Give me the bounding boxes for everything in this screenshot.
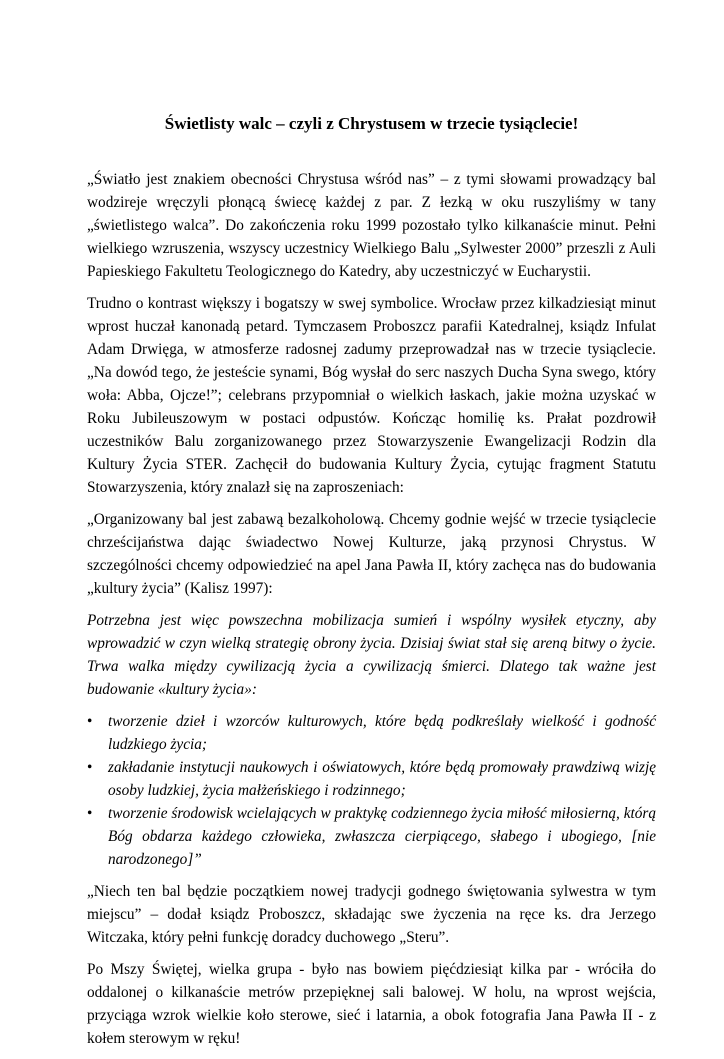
document-title: Świetlisty walc – czyli z Chrystusem w trzecie tysiąclecie! [164,114,579,133]
list-item-text: zakładanie instytucji naukowych i oświatowych, które będą promowały prawdziwą wizję osoby ludzkiej, życia małżeńskiego i rodzinnego; [108,759,656,799]
list-item [87,756,656,802]
document-body [87,168,656,1059]
paragraph-intro: „Światło jest znakiem obecności Chrystusa wśród nas” – z tymi słowami prowadzący bal wodzireje wręczyli płonącą świecę każdej z par. Z łezką w oku ruszyliśmy w tany „świetlistego walca”. Do zakończenia roku 1999 pozostało tylko kilkanaście minut. Pełni wielkiego wzruszenia, wszyscy uczestnicy Wielkiego Balu „Sylwester 2000” przeszli z Auli Papieskiego Fakultetu Teologicznego do Katedry, aby uczestniczyć w Eucharystii. [87,171,656,280]
culture-of-life-list [87,710,656,871]
list-item [87,710,656,756]
list-item-text: tworzenie środowisk wcielających w praktykę codziennego życia miłość miłosierną, którą Bóg obdarza każdego człowieka, zwłaszcza cierpiącego, słabego i ubogiego, [nie narodzonego]” [108,805,656,868]
paragraph-homily: Trudno o kontrast większy i bogatszy w swej symbolice. Wrocław przez kilkadziesiąt minut wprost huczał kanonadą petard. Tymczasem Proboszcz parafii Katedralnej, ksiądz Infulat Adam Drwięga, w atmosferze radosnej zadumy przeprowadzał nas w trzecie tysiąclecie. „Na dowód tego, że jesteście synami, Bóg wysłał do serc naszych Ducha Syna swego, który woła: Abba, Ojcze!”; celebrans przypomniał o wielkich łaskach, jakie można uzyskać w Roku Jubileuszowym w postaci odpustów. Kończąc homilię ks. Prałat pozdrowił uczestników Balu zorganizowanego przez Stowarzyszenie Ewangelizacji Rodzin dla Kultury Życia STER. Zachęcił do budowania Kultury Życia, cytując fragment Statutu Stowarzyszenia, który znalazł się na zaproszeniach: [87,295,656,496]
bullet-icon: • [87,713,93,730]
list-item-text: tworzenie dzieł i wzorców kulturowych, które będą podkreślały wielkość i godność ludzkiego życia; [108,713,656,753]
paragraph-ballroom: Po Mszy Świętej, wielka grupa - było nas bowiem pięćdziesiąt kilka par - wróciła do oddalonej o kilkanaście metrów przepięknej sali balowej. W holu, na wprost wejścia, przyciąga wzrok wielkie koło sterowe, sieć i latarnia, a obok fotografia Jana Pawła II - z kołem sterowym w ręku! [87,961,656,1047]
list-item [87,802,656,871]
paragraph-invitation-quote: „Organizowany bal jest zabawą bezalkoholową. Chcemy godnie wejść w trzecie tysiąclecie chrześcijaństwa dając świadectwo Nowej Kulturze, jaką przynosi Chrystus. W szczególności chcemy odpowiedzieć na apel Jana Pawła II, który zachęca nas do budowania „kultury życia” (Kalisz 1997): [87,511,656,597]
paragraph-new-tradition: „Niech ten bal będzie początkiem nowej tradycji godnego świętowania sylwestra w tym miejscu” – dodał ksiądz Proboszcz, składając swe życzenia na ręce ks. dra Jerzego Witczaka, który pełni funkcję doradcy duchowego „Steru”. [87,883,656,946]
paragraph-pope-quote: Potrzebna jest więc powszechna mobilizacja sumień i wspólny wysiłek etyczny, aby wprowadzić w czyn wielką strategię obrony życia. Dzisiaj świat stał się areną bitwy o życie. Trwa walka między cywilizacją życia a cywilizacją śmierci. Dlatego tak ważne jest budowanie «kultury życia»: [87,612,656,698]
bullet-icon: • [87,759,93,776]
bullet-icon: • [87,805,93,822]
